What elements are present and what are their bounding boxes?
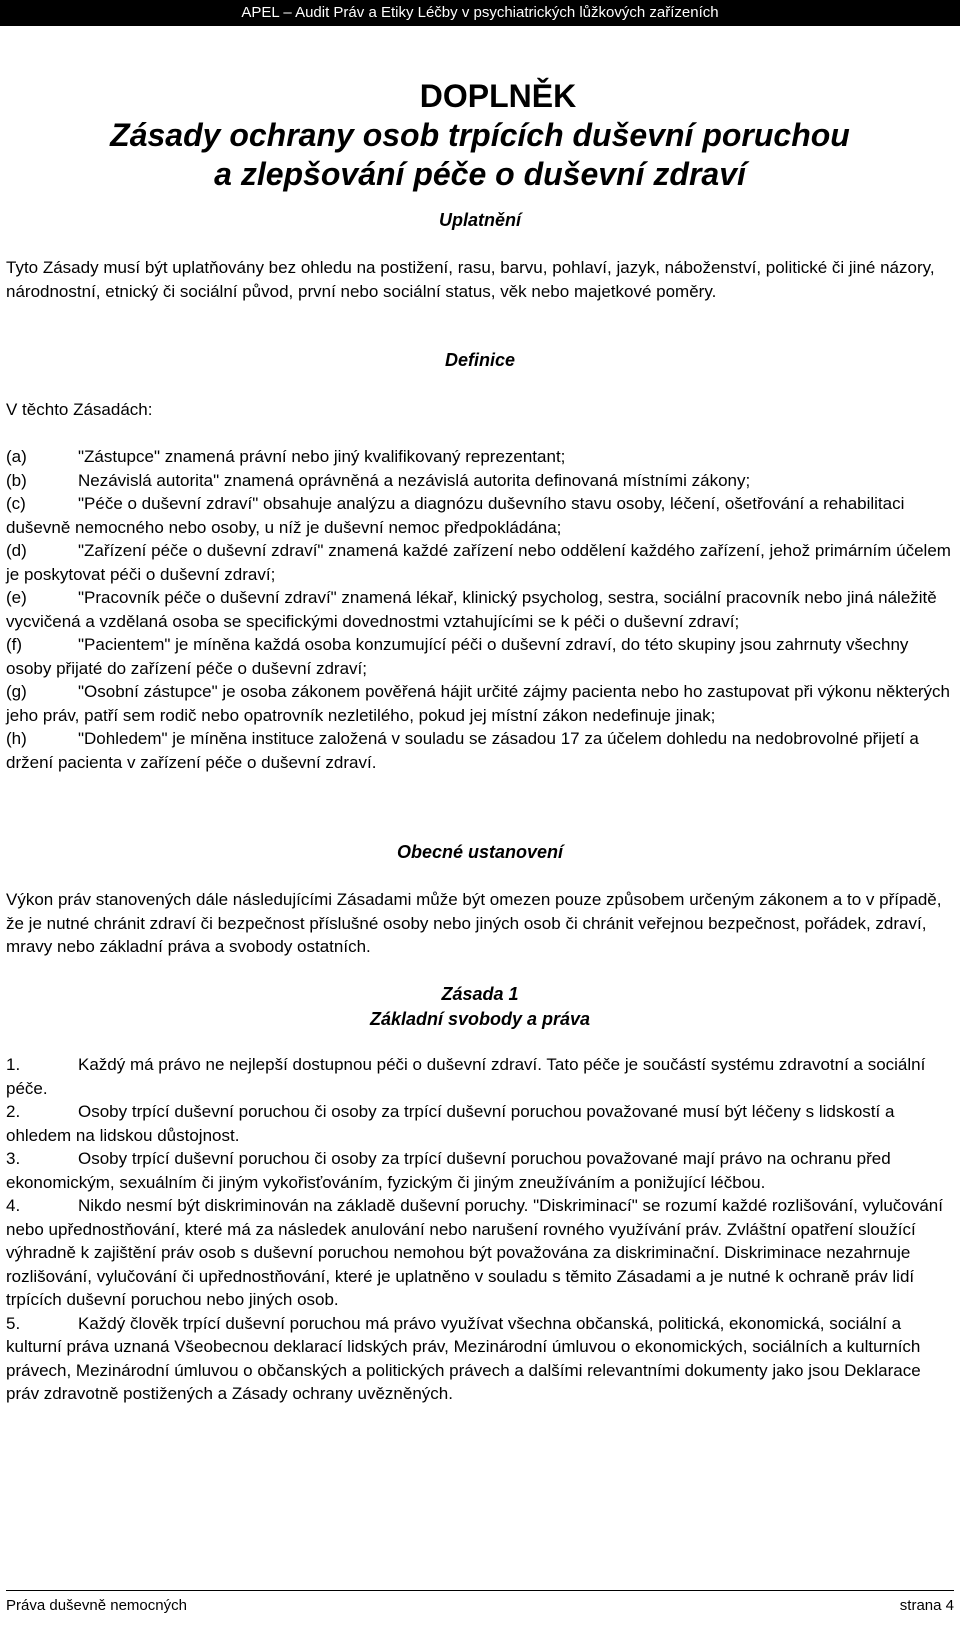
item-label: 5. bbox=[6, 1313, 21, 1333]
heading-definice: Definice bbox=[444, 350, 516, 370]
item-label: (a) bbox=[6, 447, 27, 466]
item-text: "Dohledem" je míněna instituce založená v souladu se zásadou 17 za účelem dohledu na nedobrovolné přijetí a držení pacienta v zařízení péče o duševní zdraví. bbox=[6, 729, 919, 772]
definition-item bbox=[6, 586, 951, 633]
definition-item bbox=[6, 727, 951, 774]
heading-zakladni-svobody: Základní svobody a práva bbox=[369, 1009, 591, 1029]
item-label: 2. bbox=[6, 1102, 21, 1121]
running-header: APEL – Audit Práv a Etiky Léčby v psychiatrických lůžkových zařízeních bbox=[0, 0, 960, 26]
definition-item bbox=[6, 539, 951, 586]
doc-title-line1: DOPLNĚK bbox=[419, 78, 577, 114]
doc-title-line3: a zlepšování péče o duševní zdraví bbox=[214, 156, 746, 192]
principle-item bbox=[6, 1100, 951, 1147]
item-text: Osoby trpící duševní poruchou či osoby za trpící duševní poruchou považované musí být léčeny s lidskostí a ohledem na lidskou důstojnost. bbox=[6, 1102, 895, 1145]
item-label: 3. bbox=[6, 1149, 21, 1168]
heading-zasada-1: Zásada 1 bbox=[441, 984, 519, 1004]
obecne-text: Výkon práv stanovených dále následujícími Zásadami může být omezen pouze způsobem určeným zákonem a to v případě, že je nutné chránit zdraví či bezpečnost příslušné osoby nebo jiných osob či chránit veřejnou bezpečnost, pořádek, zdraví, mravy nebo základní práva a svobody ostatních. bbox=[6, 890, 942, 956]
item-label: (d) bbox=[6, 541, 27, 560]
item-label: (f) bbox=[6, 635, 23, 654]
footer-title: Práva duševně nemocných bbox=[6, 1597, 187, 1614]
item-label: (b) bbox=[6, 470, 27, 490]
item-label: 1. bbox=[6, 1055, 21, 1074]
item-label: (h) bbox=[6, 729, 27, 748]
item-label: (g) bbox=[6, 682, 27, 701]
item-text: Nezávislá autorita" znamená oprávněná a nezávislá autorita definovaná místními zákony; bbox=[78, 470, 751, 490]
item-text: Každý člověk trpící duševní poruchou má právo využívat všechna občanská, politická, ekonomická, sociální a kulturní práva uznaná Všeobecnou deklarací lidských práv, Mezinárodní úmluvou o ekonomických, sociálních a kulturních právech, Mezinárodní úmluvou o občanských a politických právech a dalšími relevantními dokumenty jako jsou Deklarace práv zdravotně postižených a Zásady ochrany uvězněných. bbox=[6, 1313, 921, 1403]
definition-item bbox=[6, 445, 951, 469]
doc-title-line2: Zásady ochrany osob trpících duševní poruchou bbox=[110, 117, 850, 153]
definition-item bbox=[6, 469, 951, 493]
principle-item bbox=[6, 1312, 951, 1406]
definice-list bbox=[6, 445, 951, 774]
item-text: "Péče o duševní zdraví" obsahuje analýzu a diagnózu duševního stavu osoby, léčení, ošetřování a rehabilitaci duševně nemocného nebo osoby, u níž je duševní nemoc předpokládána; bbox=[6, 494, 905, 537]
item-text: "Osobní zástupce" je osoba zákonem pověřená hájit určité zájmy pacienta nebo ho zastupovat při výkonu některých jeho práv, patří sem rodič nebo opatrovník nezletilého, pokud jej místní zákon nedefinuje jinak; bbox=[6, 682, 951, 725]
item-text: "Pacientem" je míněna každá osoba konzumující péči o duševní zdraví, do této skupiny jsou zahrnuty všechny osoby přijaté do zařízení péče o duševní zdraví; bbox=[6, 635, 909, 678]
item-text: Nikdo nesmí být diskriminován na základě duševní poruchy. "Diskriminací" se rozumí každé rozlišování, vylučování nebo upřednostňování, které má za následek anulování nebo narušení rovného využívání práv. Zvláštní opatření sloužící výhradně k zajištění práv osob s duševní poruchou nemohou být považována za diskriminační. Diskriminace nezahrnuje rozlišování, vylučování či upřednostňování, které je uplatněno v souladu s těmito Zásadami a je nutné k ochraně práv lidí trpících duševní poruchou nebo jiných osob. bbox=[6, 1196, 943, 1309]
page-number: strana 4 bbox=[899, 1597, 954, 1614]
item-text: "Zástupce" znamená právní nebo jiný kvalifikovaný reprezentant; bbox=[78, 447, 566, 466]
item-label: (c) bbox=[6, 494, 26, 513]
page-footer bbox=[6, 1590, 954, 1614]
item-label: 4. bbox=[6, 1196, 21, 1215]
principle-item bbox=[6, 1194, 951, 1312]
principle-item bbox=[6, 1053, 951, 1100]
heading-uplatneni: Uplatnění bbox=[438, 210, 521, 230]
principle-item bbox=[6, 1147, 951, 1194]
definition-item bbox=[6, 680, 951, 727]
item-text: "Pracovník péče o duševní zdraví" znamená lékař, klinický psycholog, sestra, sociální pracovník nebo jiná náležitě vycvičená a vzdělaná osoba se specifickými dovednostmi vztahujícími se k péči o duševní zdraví; bbox=[6, 588, 937, 631]
uplatneni-text: Tyto Zásady musí být uplatňovány bez ohledu na postižení, rasu, barvu, pohlaví, jazyk, náboženství, politické či jiné názory, národnostní, etnický či sociální původ, první nebo sociální status, věk nebo majetkové poměry. bbox=[6, 258, 935, 301]
definition-item bbox=[6, 492, 951, 539]
item-text: "Zařízení péče o duševní zdraví" znamená každé zařízení nebo oddělení každého zařízení, jehož primárním účelem je poskytovat péči o duševní zdraví; bbox=[6, 541, 951, 584]
item-text: Osoby trpící duševní poruchou či osoby za trpící duševní poruchou považované mají právo na ochranu před ekonomickým, sexuálním či jiným vykořisťováním, fyzickým či jiným zneužíváním a ponižující léčbou. bbox=[6, 1149, 891, 1192]
definice-intro: V těchto Zásadách: bbox=[6, 400, 153, 419]
zasada1-list bbox=[6, 1053, 951, 1406]
heading-obecne-ustanoveni: Obecné ustanovení bbox=[396, 842, 564, 862]
item-text: Každý má právo ne nejlepší dostupnou péči o duševní zdraví. Tato péče je součástí systému zdravotní a sociální péče. bbox=[6, 1055, 926, 1098]
definition-item bbox=[6, 633, 951, 680]
item-label: (e) bbox=[6, 588, 27, 607]
